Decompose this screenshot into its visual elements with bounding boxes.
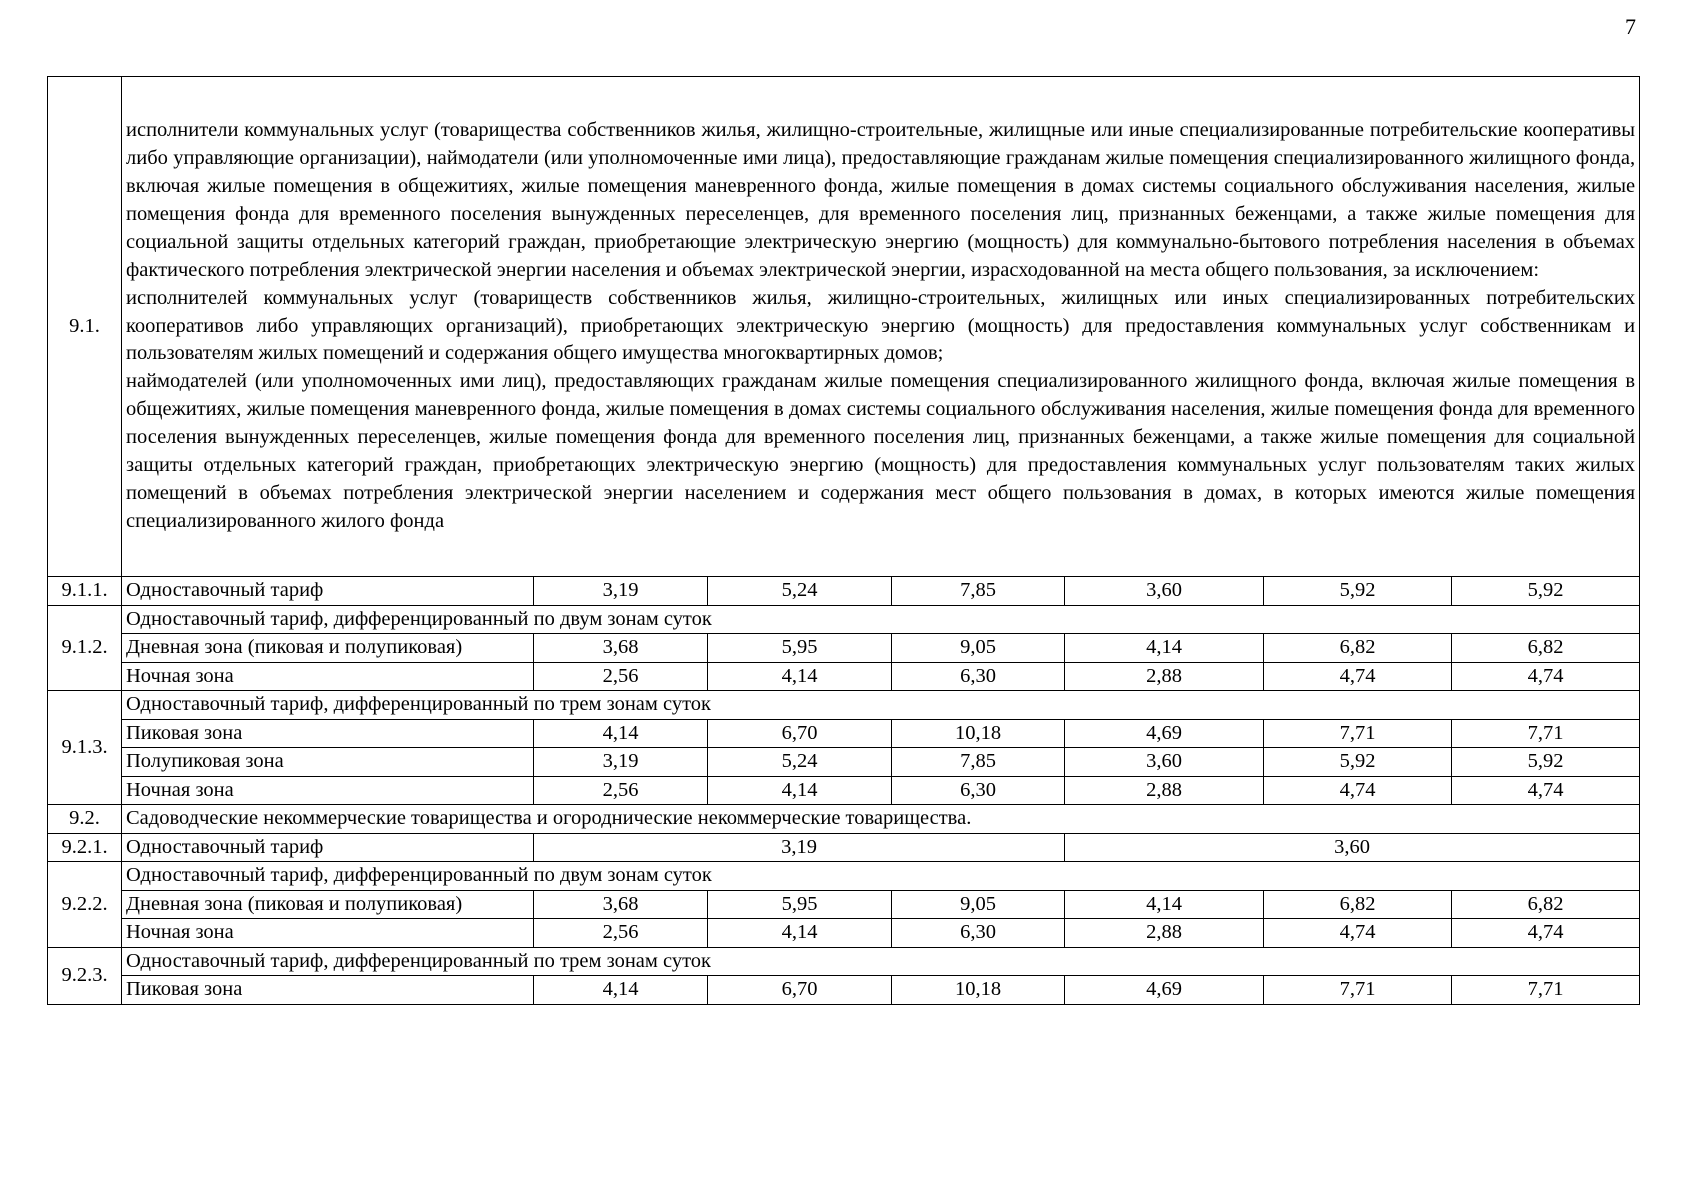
tariff-value: 6,70 <box>708 976 892 1005</box>
section-description <box>122 77 1640 577</box>
tariff-value: 9,05 <box>892 890 1065 919</box>
table-row <box>48 919 1640 948</box>
table-row <box>48 605 1640 634</box>
tariff-value: 5,24 <box>708 577 892 606</box>
row-code: 9.2.3. <box>48 947 122 1004</box>
row-code: 9.2. <box>48 805 122 834</box>
table-row <box>48 976 1640 1005</box>
row-subheader: Одноставочный тариф, дифференцированный по трем зонам суток <box>122 947 1640 976</box>
tariff-value: 4,14 <box>708 662 892 691</box>
tariff-value: 2,88 <box>1065 919 1264 948</box>
tariff-value: 5,95 <box>708 890 892 919</box>
row-code: 9.2.2. <box>48 862 122 948</box>
tariff-value: 4,74 <box>1452 662 1640 691</box>
table-row <box>48 77 1640 577</box>
tariff-value: 4,74 <box>1264 919 1452 948</box>
tariff-value: 3,60 <box>1065 748 1264 777</box>
tariff-value: 2,88 <box>1065 662 1264 691</box>
tariff-value: 6,30 <box>892 662 1065 691</box>
table-row <box>48 748 1640 777</box>
table-row <box>48 577 1640 606</box>
tariff-value: 3,19 <box>534 833 1065 862</box>
tariff-value: 7,71 <box>1264 976 1452 1005</box>
tariff-value: 4,69 <box>1065 976 1264 1005</box>
table-row <box>48 634 1640 663</box>
row-subheader: Одноставочный тариф, дифференцированный по двум зонам суток <box>122 862 1640 891</box>
table-row <box>48 776 1640 805</box>
row-label: Полупиковая зона <box>122 748 534 777</box>
row-subheader: Одноставочный тариф, дифференцированный по двум зонам суток <box>122 605 1640 634</box>
tariff-value: 4,74 <box>1452 776 1640 805</box>
row-label: Ночная зона <box>122 662 534 691</box>
row-code: 9.2.1. <box>48 833 122 862</box>
tariff-value: 3,19 <box>534 748 708 777</box>
table-row <box>48 947 1640 976</box>
section-title: Садоводческие некоммерческие товарищества и огороднические некоммерческие товарищества. <box>122 805 1640 834</box>
tariff-value: 4,74 <box>1452 919 1640 948</box>
tariff-value: 6,82 <box>1264 634 1452 663</box>
tariff-value: 5,92 <box>1452 748 1640 777</box>
row-label: Одноставочный тариф <box>122 577 534 606</box>
tariff-value: 6,82 <box>1264 890 1452 919</box>
tariff-value: 10,18 <box>892 719 1065 748</box>
tariff-value: 7,71 <box>1264 719 1452 748</box>
row-label: Ночная зона <box>122 776 534 805</box>
tariff-value: 4,14 <box>708 776 892 805</box>
tariff-value: 9,05 <box>892 634 1065 663</box>
table-row <box>48 890 1640 919</box>
row-code: 9.1.3. <box>48 691 122 805</box>
row-label: Ночная зона <box>122 919 534 948</box>
tariff-value: 5,92 <box>1264 577 1452 606</box>
row-code: 9.1.1. <box>48 577 122 606</box>
tariff-value: 4,14 <box>708 919 892 948</box>
tariff-value: 6,82 <box>1452 634 1640 663</box>
row-code: 9.1. <box>48 77 122 577</box>
description-paragraph: наймодателей (или уполномоченных ими лиц), предоставляющих гражданам жилые помещения специализированного жилищного фонда, включая жилые помещения в общежитиях, жилые помещения маневренного фонда, жилые помещения в домах системы социального обслуживания населения, жилые помещения фонда для временного поселения вынужденных переселенцев, жилые помещения фонда для временного поселения лиц, признанных беженцами, а также жилые помещения для социальной защиты отдельных категорий граждан, приобретающих электрическую энергию (мощность) для предоставления коммунальных услуг пользователям таких жилых помещений в объемах потребления электрической энергии населением и содержания мест общего пользования в домах, в которых имеются жилые помещения специализированного жилого фонда <box>126 370 1636 532</box>
tariff-value: 3,60 <box>1065 833 1640 862</box>
table-row <box>48 662 1640 691</box>
tariff-value: 7,85 <box>892 577 1065 606</box>
tariff-value: 4,74 <box>1264 662 1452 691</box>
tariff-value: 3,60 <box>1065 577 1264 606</box>
tariff-value: 7,71 <box>1452 976 1640 1005</box>
tariff-value: 4,14 <box>1065 890 1264 919</box>
tariff-value: 5,92 <box>1264 748 1452 777</box>
tariff-value: 2,56 <box>534 662 708 691</box>
tariff-value: 2,56 <box>534 919 708 948</box>
table-row <box>48 833 1640 862</box>
tariff-value: 10,18 <box>892 976 1065 1005</box>
table-row <box>48 691 1640 720</box>
tariff-value: 4,14 <box>1065 634 1264 663</box>
table-row <box>48 805 1640 834</box>
tariff-value: 6,82 <box>1452 890 1640 919</box>
tariff-value: 4,74 <box>1264 776 1452 805</box>
tariff-value: 6,70 <box>708 719 892 748</box>
page-number: 7 <box>1625 14 1636 39</box>
tariff-value: 7,71 <box>1452 719 1640 748</box>
tariff-value: 6,30 <box>892 776 1065 805</box>
tariff-table <box>47 76 1640 1005</box>
tariff-value: 2,56 <box>534 776 708 805</box>
tariff-value: 3,19 <box>534 577 708 606</box>
tariff-value: 4,14 <box>534 719 708 748</box>
tariff-value: 3,68 <box>534 890 708 919</box>
description-paragraph: исполнители коммунальных услуг (товарищества собственников жилья, жилищно-строительные, жилищные или иные специализированные потребительские кооперативы либо управляющие организации), наймодатели (или уполномоченные ими лица), предоставляющие гражданам жилые помещения специализированного жилищного фонда, включая жилые помещения в общежитиях, жилые помещения маневренного фонда, жилые помещения в домах системы социального обслуживания населения, жилые помещения фонда для временного поселения вынужденных переселенцев, для временного поселения лиц, признанных беженцами, а также жилые помещения для социальной защиты отдельных категорий граждан, приобретающие электрическую энергию (мощность) для коммунально-бытового потребления населения в объемах фактического потребления электрической энергии населения и объемах электрической энергии, израсходованной на места общего пользования, за исключением: <box>126 119 1636 281</box>
tariff-value: 6,30 <box>892 919 1065 948</box>
tariff-value: 2,88 <box>1065 776 1264 805</box>
row-label: Пиковая зона <box>122 719 534 748</box>
row-label: Одноставочный тариф <box>122 833 534 862</box>
row-label: Дневная зона (пиковая и полупиковая) <box>122 634 534 663</box>
tariff-value: 5,95 <box>708 634 892 663</box>
tariff-value: 5,24 <box>708 748 892 777</box>
row-subheader: Одноставочный тариф, дифференцированный по трем зонам суток <box>122 691 1640 720</box>
row-code: 9.1.2. <box>48 605 122 691</box>
table-row <box>48 862 1640 891</box>
tariff-value: 4,69 <box>1065 719 1264 748</box>
tariff-value: 7,85 <box>892 748 1065 777</box>
row-label: Дневная зона (пиковая и полупиковая) <box>122 890 534 919</box>
table-row <box>48 719 1640 748</box>
description-paragraph: исполнителей коммунальных услуг (товариществ собственников жилья, жилищно-строительных, жилищных или иных специализированных потребительских кооперативов либо управляющих организаций), приобретающих электрическую энергию (мощность) для предоставления коммунальных услуг собственникам и пользователям жилых помещений и содержания общего имущества многоквартирных домов; <box>126 286 1636 365</box>
tariff-value: 4,14 <box>534 976 708 1005</box>
tariff-value: 3,68 <box>534 634 708 663</box>
row-label: Пиковая зона <box>122 976 534 1005</box>
tariff-value: 5,92 <box>1452 577 1640 606</box>
